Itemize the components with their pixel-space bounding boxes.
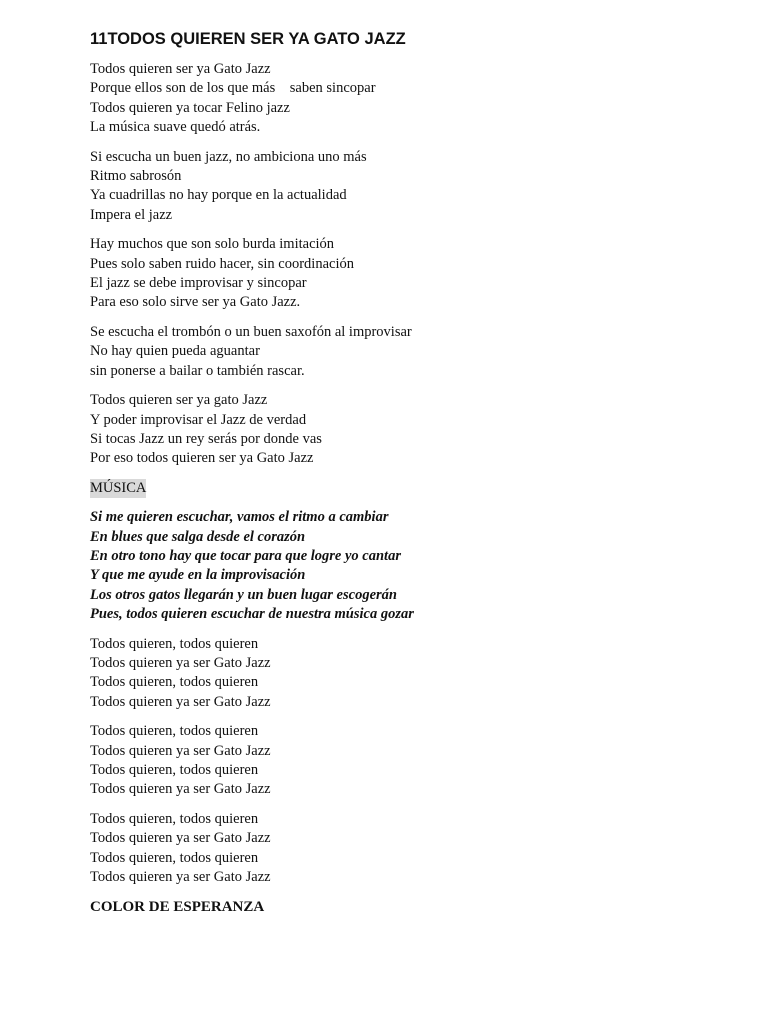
lyric-line: sin ponerse a bailar o también rascar. [90,362,305,379]
stanza [90,60,730,138]
lyric-line: Para eso solo sirve ser ya Gato Jazz. [90,294,301,311]
bold-italic-stanza [90,508,730,624]
lyric-line: Impera el jazz [90,206,173,223]
lyric-line: Hay muchos que son solo burda imitación [90,236,335,253]
lyric-line: En otro tono hay que tocar para que logre yo cantar [90,547,401,564]
stanza [90,235,730,313]
lyric-line: Todos quieren ya ser Gato Jazz [90,781,271,798]
stanza [90,391,730,469]
lyric-line: Todos quieren ya tocar Felino jazz [90,99,290,116]
lyric-line: Todos quieren ya ser Gato Jazz [90,742,271,759]
document-page [90,28,730,917]
lyric-line: Todos quieren ser ya gato Jazz [90,392,268,409]
lyric-line: La música suave quedó atrás. [90,119,261,136]
lyric-line: Ya cuadrillas no hay porque en la actualidad [90,187,347,204]
lyric-line: Y que me ayude en la improvisación [90,567,306,584]
song-title: 11TODOS QUIEREN SER YA GATO JAZZ [90,30,406,48]
lyric-line: Todos quieren, todos quieren [90,762,259,778]
lyric-line: El jazz se debe improvisar y sincopar [90,275,307,292]
lyric-line: Todos quieren ya ser Gato Jazz [90,830,271,847]
lyric-line: No hay quien pueda aguantar [90,343,260,360]
lyric-line: Se escucha el trombón o un buen saxofón al improvisar [90,323,412,340]
lyric-line: Todos quieren ya ser Gato Jazz [90,654,271,671]
lyrics-part-1 [90,60,730,469]
stanza [90,722,730,800]
stanza [90,148,730,226]
lyric-line: Todos quieren, todos quieren [90,810,259,827]
lyric-line: Los otros gatos llegarán y un buen lugar escogerán [90,586,397,603]
lyric-line: Todos quieren ya ser Gato Jazz [90,869,271,886]
lyric-line: Si tocas Jazz un rey serás por donde vas [90,430,322,447]
next-section-title: COLOR DE ESPERANZA [90,899,265,916]
lyric-line: Todos quieren, todos quieren [90,674,259,691]
stanza [90,635,730,713]
lyric-line: Todos quieren, todos quieren [90,635,259,652]
lyric-line: Si me quieren escuchar, vamos el ritmo a cambiar [90,509,389,526]
lyric-line: Todos quieren, todos quieren [90,723,259,740]
lyric-line: Por eso todos quieren ser ya Gato Jazz [90,450,314,467]
lyric-line: Ritmo sabrosón [90,168,182,185]
lyric-line: En blues que salga desde el corazón [90,528,306,545]
stanza [90,810,730,888]
lyric-line: Si escucha un buen jazz, no ambiciona uno más [90,148,367,165]
lyric-line: Pues, todos quieren escuchar de nuestra música gozar [90,606,414,623]
lyric-line: Porque ellos son de los que más saben sincopar [90,80,376,97]
lyric-line: Todos quieren ya ser Gato Jazz [90,693,271,710]
musica-label: MÚSICA [90,479,146,498]
stanza [90,323,730,381]
lyrics-part-2 [90,635,730,888]
lyric-line: Todos quieren, todos quieren [90,849,259,866]
lyric-line: Y poder improvisar el Jazz de verdad [90,411,307,428]
lyric-line: Todos quieren ser ya Gato Jazz [90,61,271,77]
lyric-line: Pues solo saben ruido hacer, sin coordinación [90,255,354,272]
